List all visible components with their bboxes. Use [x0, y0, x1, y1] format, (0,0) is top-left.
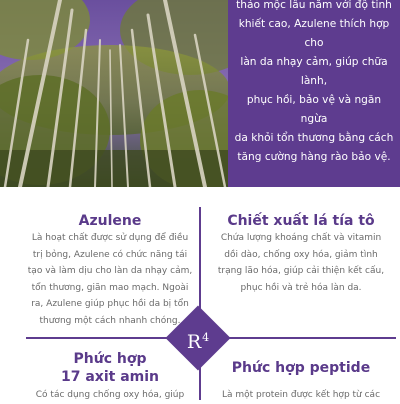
- amino-title-line: Phức hợp: [73, 351, 147, 367]
- perilla-line: dồi dào, chống oxy hóa, giảm tình: [224, 249, 378, 260]
- intro-text: [232, 0, 396, 167]
- amino-title-line: 17 axit amin: [61, 369, 159, 385]
- perilla-line: trạng lão hóa, giúp cải thiện kết cấu,: [217, 266, 385, 277]
- divider-vertical-top: [199, 207, 201, 320]
- amino-line: Có tác dụng chống oxy hóa, giúp: [35, 390, 185, 400]
- perilla-line: phục hồi và trẻ hóa làn da.: [240, 282, 362, 293]
- perilla-title: Chiết xuất lá tía tô: [227, 213, 375, 229]
- hero-banner: [0, 0, 400, 187]
- azulene-line: Là hoạt chất được sử dụng để điều: [31, 233, 189, 243]
- azulene-line: ra, Azulene giúp phục hồi da bị tổn: [31, 299, 189, 310]
- peptide-description: [205, 387, 397, 404]
- amino-description: [18, 387, 202, 404]
- divider-horizontal-left: [26, 337, 176, 339]
- azulene-line: tổn thương, giãn mao mạch. Ngoài: [31, 282, 189, 293]
- azulene-line: thương một cách nhanh chóng.: [39, 315, 181, 326]
- azulene-description: [18, 230, 202, 330]
- center-badge: [170, 320, 226, 356]
- intro-line: thảo mộc lâu năm với độ tinh: [236, 0, 392, 11]
- intro-line: phục hồi, bảo vệ và ngăn ngừa: [246, 94, 382, 125]
- badge-letter: R: [186, 331, 202, 353]
- intro-line: làn da nhạy cảm, giúp chữa lành,: [240, 56, 388, 87]
- intro-line: da khỏi tổn thương bằng cách: [234, 132, 394, 144]
- azulene-title: Azulene: [78, 213, 142, 229]
- intro-line: tăng cường hàng rào bảo vệ.: [237, 151, 391, 163]
- perilla-description: [205, 230, 397, 296]
- azulene-line: tạo và làm dịu cho làn da nhạy cảm,: [27, 266, 193, 277]
- peptide-line: Là một protein được kết hợp từ các: [221, 390, 381, 400]
- perilla-line: Chứa lượng khoáng chất và vitamin: [220, 233, 382, 243]
- forest-photo: [0, 0, 228, 187]
- divider-horizontal-right: [220, 337, 396, 339]
- peptide-title: Phức hợp peptide: [231, 360, 371, 376]
- intro-line: khiết cao, Azulene thích hợp cho: [238, 18, 390, 49]
- azulene-line: trị bỏng, Azulene có chức năng tái: [32, 249, 188, 260]
- badge-number: 4: [202, 331, 210, 344]
